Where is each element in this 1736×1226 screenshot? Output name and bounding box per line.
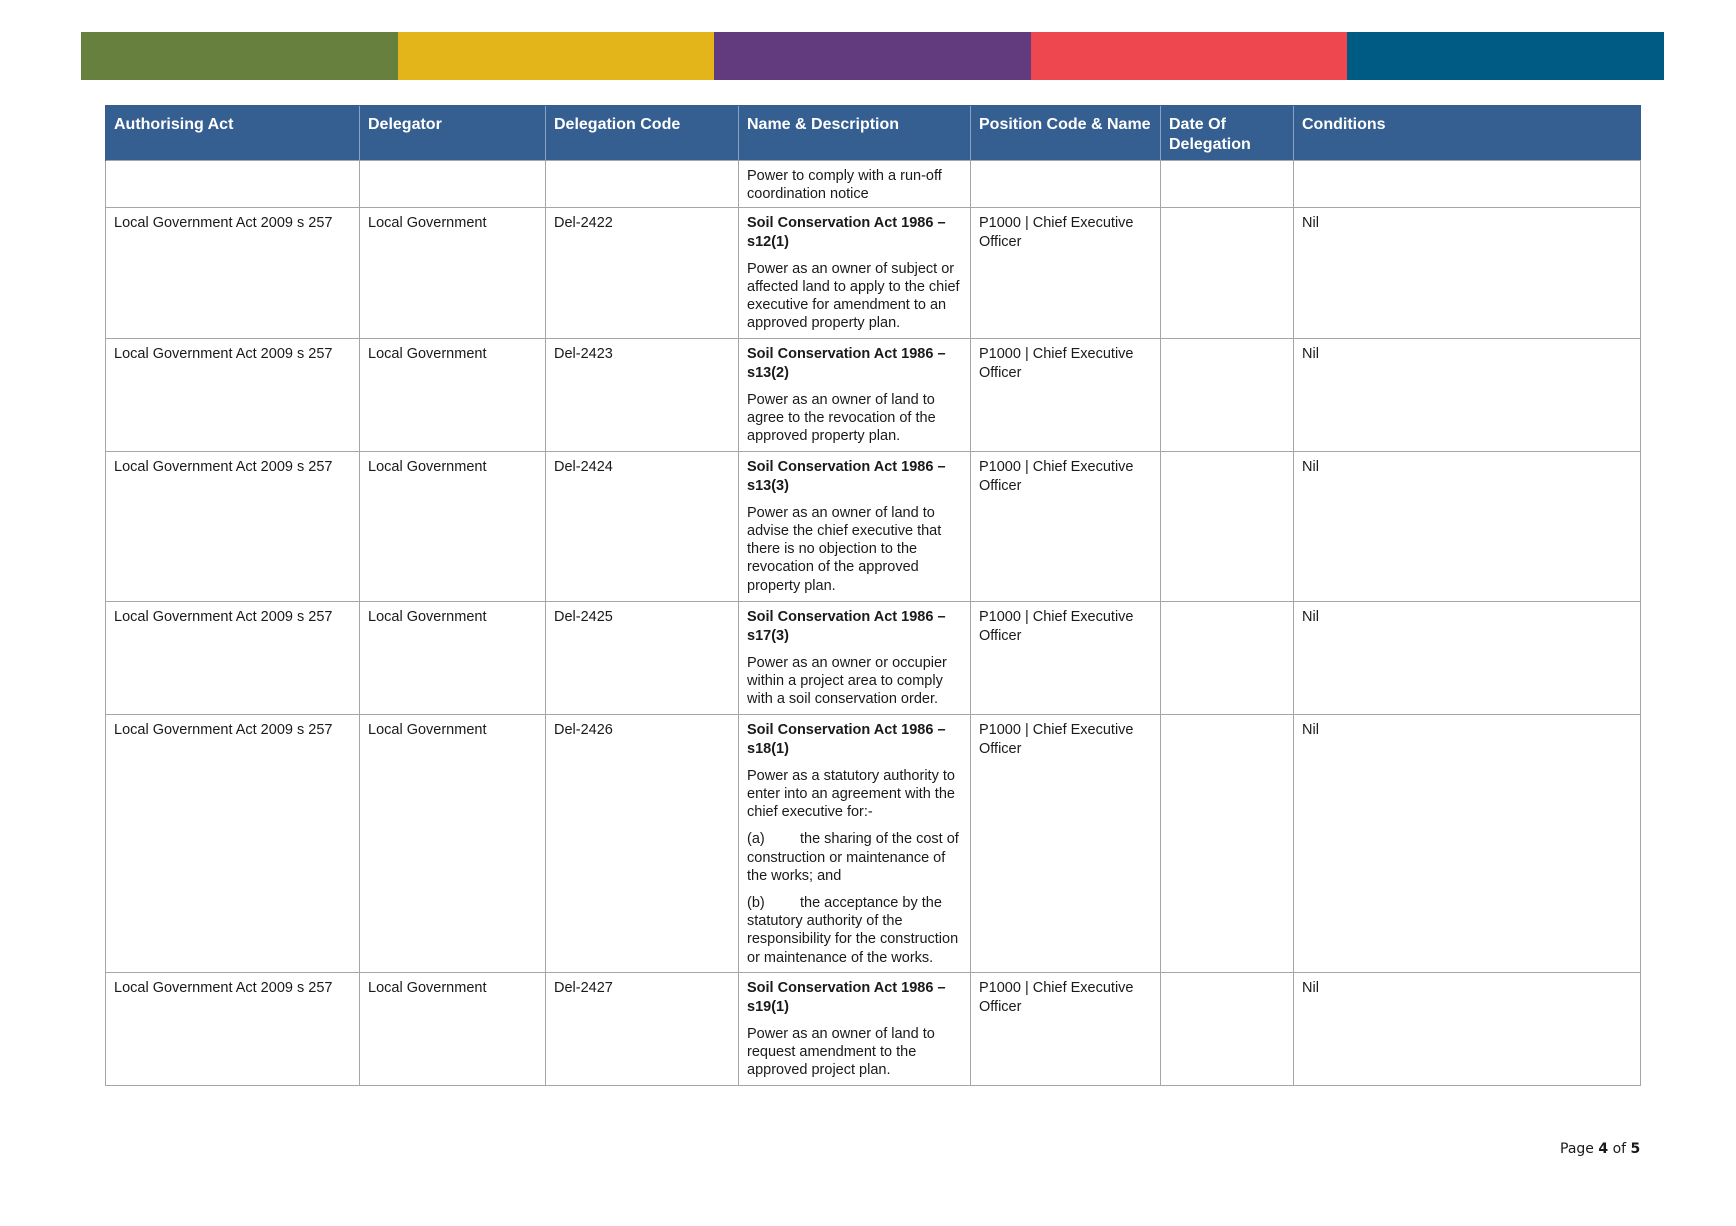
cell-delegator: Local Government — [360, 339, 546, 452]
description-text: Power as an owner of land to request amendment to the approved project plan. — [747, 1025, 935, 1079]
cell-date — [1161, 602, 1294, 715]
cell-date — [1161, 339, 1294, 452]
cell-conditions: Nil — [1294, 339, 1641, 452]
cell-delegator: Local Government — [360, 602, 546, 715]
delegations-table — [105, 105, 1641, 1086]
cell-position: P1000 | Chief Executive Officer — [971, 973, 1161, 1086]
page-number — [1560, 1141, 1640, 1157]
table-header-row — [106, 106, 1641, 161]
list-text: the acceptance by the statutory authority of the responsibility for the construction or maintenance of the works. — [747, 895, 959, 966]
cell-act: Local Government Act 2009 s 257 — [106, 602, 360, 715]
cell-code: Del-2425 — [546, 602, 739, 715]
cell-act: Local Government Act 2009 s 257 — [106, 452, 360, 602]
cell-date — [1161, 715, 1294, 973]
cell-description — [739, 161, 971, 208]
cell-delegator: Local Government — [360, 452, 546, 602]
page-current: 4 — [1598, 1141, 1609, 1157]
description-text: Power as a statutory authority to enter into an agreement with the chief executive for:- — [747, 767, 955, 821]
list-item — [747, 894, 962, 967]
table-row — [106, 715, 1641, 973]
header-delegator: Delegator — [360, 106, 546, 161]
cell-date — [1161, 161, 1294, 208]
table-row — [106, 973, 1641, 1086]
header-position-code-name: Position Code & Name — [971, 106, 1161, 161]
cell-description — [739, 339, 971, 452]
cell-act: Local Government Act 2009 s 257 — [106, 339, 360, 452]
section-title: Soil Conservation Act 1986 – s12(1) — [747, 215, 946, 250]
cell-act: Local Government Act 2009 s 257 — [106, 715, 360, 973]
table-row — [106, 208, 1641, 339]
cell-description — [739, 208, 971, 339]
cell-position: P1000 | Chief Executive Officer — [971, 715, 1161, 973]
cell-delegator: Local Government — [360, 208, 546, 339]
list-marker: (a) — [747, 831, 765, 848]
cell-code: Del-2424 — [546, 452, 739, 602]
delegations-table-container — [105, 105, 1640, 1086]
cell-position: P1000 | Chief Executive Officer — [971, 339, 1161, 452]
cell-date — [1161, 452, 1294, 602]
cell-conditions — [1294, 161, 1641, 208]
page-total: 5 — [1630, 1141, 1641, 1157]
header-delegation-code: Delegation Code — [546, 106, 739, 161]
cell-code — [546, 161, 739, 208]
cell-code: Del-2427 — [546, 973, 739, 1086]
cell-act: Local Government Act 2009 s 257 — [106, 973, 360, 1086]
cell-date — [1161, 973, 1294, 1086]
cell-conditions: Nil — [1294, 208, 1641, 339]
cell-delegator — [360, 161, 546, 208]
section-title: Soil Conservation Act 1986 – s17(3) — [747, 609, 946, 644]
cell-position: P1000 | Chief Executive Officer — [971, 602, 1161, 715]
cell-description — [739, 602, 971, 715]
table-row-continuation — [106, 161, 1641, 208]
color-band-segment — [1347, 32, 1664, 80]
color-band-segment — [398, 32, 715, 80]
table-row — [106, 339, 1641, 452]
cell-description — [739, 973, 971, 1086]
section-title: Soil Conservation Act 1986 – s13(3) — [747, 459, 946, 494]
list-item — [747, 830, 962, 885]
cell-code: Del-2423 — [546, 339, 739, 452]
cell-position: P1000 | Chief Executive Officer — [971, 452, 1161, 602]
list-marker: (b) — [747, 895, 765, 912]
header-color-band — [81, 32, 1664, 80]
header-name-description: Name & Description — [739, 106, 971, 161]
description-text: Power as an owner of subject or affected land to apply to the chief executive for amendment to an approved property plan. — [747, 260, 960, 332]
cell-conditions: Nil — [1294, 973, 1641, 1086]
page-word: Page — [1560, 1141, 1594, 1157]
list-text: the sharing of the cost of construction or maintenance of the works; and — [747, 831, 959, 884]
description-text: Power as an owner of land to advise the chief executive that there is no objection to the revocation of the approved property plan. — [747, 504, 942, 594]
cell-code: Del-2422 — [546, 208, 739, 339]
table-row — [106, 452, 1641, 602]
cell-code: Del-2426 — [546, 715, 739, 973]
color-band-segment — [714, 32, 1031, 80]
header-authorising-act: Authorising Act — [106, 106, 360, 161]
cell-position — [971, 161, 1161, 208]
table-row — [106, 602, 1641, 715]
section-title: Soil Conservation Act 1986 – s13(2) — [747, 346, 946, 381]
section-title: Soil Conservation Act 1986 – s19(1) — [747, 980, 946, 1015]
cell-conditions: Nil — [1294, 452, 1641, 602]
header-date-of-delegation: Date Of Delegation — [1161, 106, 1294, 161]
cell-delegator: Local Government — [360, 715, 546, 973]
cell-conditions: Nil — [1294, 715, 1641, 973]
cell-delegator: Local Government — [360, 973, 546, 1086]
cell-conditions: Nil — [1294, 602, 1641, 715]
of-word: of — [1612, 1141, 1627, 1157]
cell-description — [739, 715, 971, 973]
header-conditions: Conditions — [1294, 106, 1641, 161]
section-title: Soil Conservation Act 1986 – s18(1) — [747, 722, 946, 757]
color-band-segment — [1031, 32, 1348, 80]
description-text: Power as an owner or occupier within a project area to comply with a soil conservation order. — [747, 654, 947, 708]
cell-act: Local Government Act 2009 s 257 — [106, 208, 360, 339]
cell-act — [106, 161, 360, 208]
description-text: Power to comply with a run-off coordination notice — [747, 168, 942, 203]
color-band-segment — [81, 32, 398, 80]
cell-date — [1161, 208, 1294, 339]
cell-position: P1000 | Chief Executive Officer — [971, 208, 1161, 339]
cell-description — [739, 452, 971, 602]
description-text: Power as an owner of land to agree to the revocation of the approved property plan. — [747, 391, 936, 445]
